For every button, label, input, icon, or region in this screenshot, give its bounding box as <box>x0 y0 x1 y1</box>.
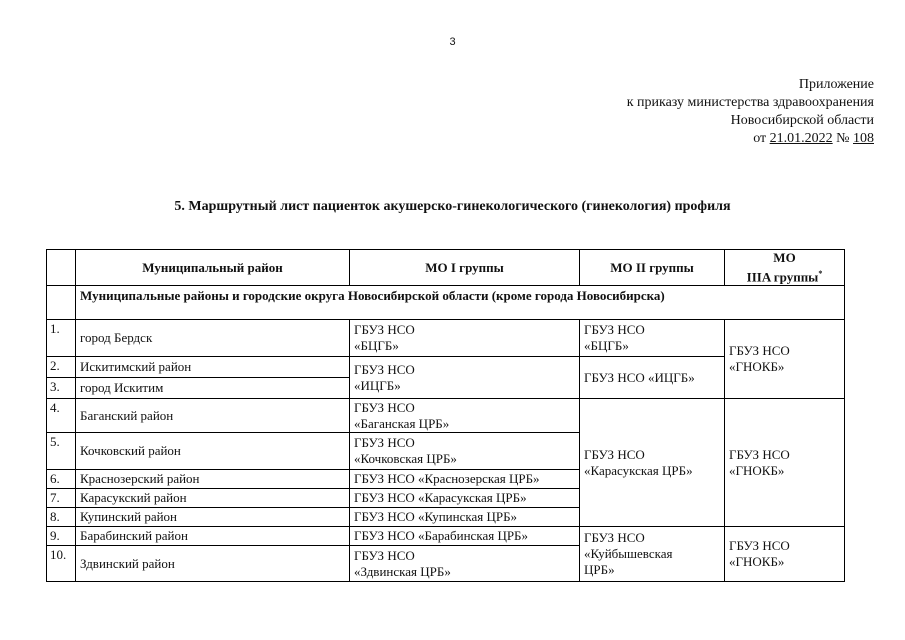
header-num <box>47 250 76 286</box>
district-cell: Купинский район <box>76 508 350 527</box>
district-cell: Краснозерский район <box>76 470 350 489</box>
table-row: 3. город Искитим <box>47 378 845 399</box>
district-cell: город Искитим <box>76 378 350 399</box>
routing-table <box>46 249 845 582</box>
table-row: 4. Баганский район ГБУЗ НСО «Баганская ЦРБ» ГБУЗ НСО «Карасукская ЦРБ» ГБУЗ НСО «ГНОКБ» <box>47 399 845 433</box>
number-sign: № <box>832 131 853 146</box>
order-number: 108 <box>853 131 874 146</box>
table-row: 6. Краснозерский район ГБУЗ НСО «Краснозерская ЦРБ» <box>47 470 845 489</box>
appendix-line: к приказу министерства здравоохранения <box>626 95 874 110</box>
mo1-cell: ГБУЗ НСО «Краснозерская ЦРБ» <box>350 470 580 489</box>
mo3-cell: ГБУЗ НСО «ГНОКБ» <box>725 527 845 582</box>
mo1-cell: ГБУЗ НСО «БЦГБ» <box>350 320 580 357</box>
appendix-order-line <box>627 130 874 148</box>
table-row: 8. Купинский район ГБУЗ НСО «Купинская ЦРБ» <box>47 508 845 527</box>
table-row: 10. Здвинский район ГБУЗ НСО «Здвинская ЦРБ» <box>47 546 845 582</box>
section-title: Муниципальные районы и городские округа Новосибирской области (кроме города Новосибирска) <box>76 286 845 320</box>
header-mo3: МО IIIA группы* <box>725 250 845 286</box>
header-mo1: МО I группы <box>350 250 580 286</box>
page-number: 3 <box>449 36 456 48</box>
district-cell: Здвинский район <box>76 546 350 582</box>
mo1-cell: ГБУЗ НСО «Барабинская ЦРБ» <box>350 527 580 546</box>
district-cell: Искитимский район <box>76 357 350 378</box>
mo3-cell: ГБУЗ НСО «ГНОКБ» <box>725 320 845 399</box>
table-row: 5. Кочковский район ГБУЗ НСО «Кочковская ЦРБ» <box>47 433 845 470</box>
mo1-cell: ГБУЗ НСО «Купинская ЦРБ» <box>350 508 580 527</box>
header-row <box>47 250 845 286</box>
mo3-cell: ГБУЗ НСО «ГНОКБ» <box>725 399 845 527</box>
header-mo2: МО II группы <box>580 250 725 286</box>
mo1-cell: ГБУЗ НСО «Кочковская ЦРБ» <box>350 433 580 470</box>
district-cell: Карасукский район <box>76 489 350 508</box>
table-row: 2. Искитимский район ГБУЗ НСО «ИЦГБ» ГБУЗ НСО «ИЦГБ» <box>47 357 845 378</box>
mo2-cell: ГБУЗ НСО «Куйбышевская ЦРБ» <box>580 527 725 582</box>
order-date: 21.01.2022 <box>769 131 833 146</box>
table-row: 7. Карасукский район ГБУЗ НСО «Карасукская ЦРБ» <box>47 489 845 508</box>
appendix-line: Новосибирской области <box>730 113 874 128</box>
mo1-cell: ГБУЗ НСО «ИЦГБ» <box>350 357 580 399</box>
district-cell: Кочковский район <box>76 433 350 470</box>
mo2-cell: ГБУЗ НСО «Карасукская ЦРБ» <box>580 399 725 527</box>
table-row: 1. город Бердск ГБУЗ НСО «БЦГБ» ГБУЗ НСО «БЦГБ» ГБУЗ НСО «ГНОКБ» <box>47 320 845 357</box>
section-row <box>47 286 845 320</box>
appendix-line: Приложение <box>798 77 874 92</box>
appendix-prefix: от <box>753 131 770 146</box>
mo1-cell: ГБУЗ НСО «Здвинская ЦРБ» <box>350 546 580 582</box>
district-cell: Баганский район <box>76 399 350 433</box>
mo2-cell: ГБУЗ НСО «БЦГБ» <box>580 320 725 357</box>
appendix-header <box>627 76 874 148</box>
district-cell: Барабинский район <box>76 527 350 546</box>
district-cell: город Бердск <box>76 320 350 357</box>
table-row: 9. Барабинский район ГБУЗ НСО «Барабинская ЦРБ» ГБУЗ НСО «Куйбышевская ЦРБ» ГБУЗ НСО «ГНОКБ» <box>47 527 845 546</box>
footnote-mark: * <box>818 269 823 278</box>
mo1-cell: ГБУЗ НСО «Карасукская ЦРБ» <box>350 489 580 508</box>
document-title: 5. Маршрутный лист пациенток акушерско-гинекологического (гинекология) профиля <box>174 199 731 214</box>
mo2-cell: ГБУЗ НСО «ИЦГБ» <box>580 357 725 399</box>
header-district: Муниципальный район <box>76 250 350 286</box>
mo1-cell: ГБУЗ НСО «Баганская ЦРБ» <box>350 399 580 433</box>
